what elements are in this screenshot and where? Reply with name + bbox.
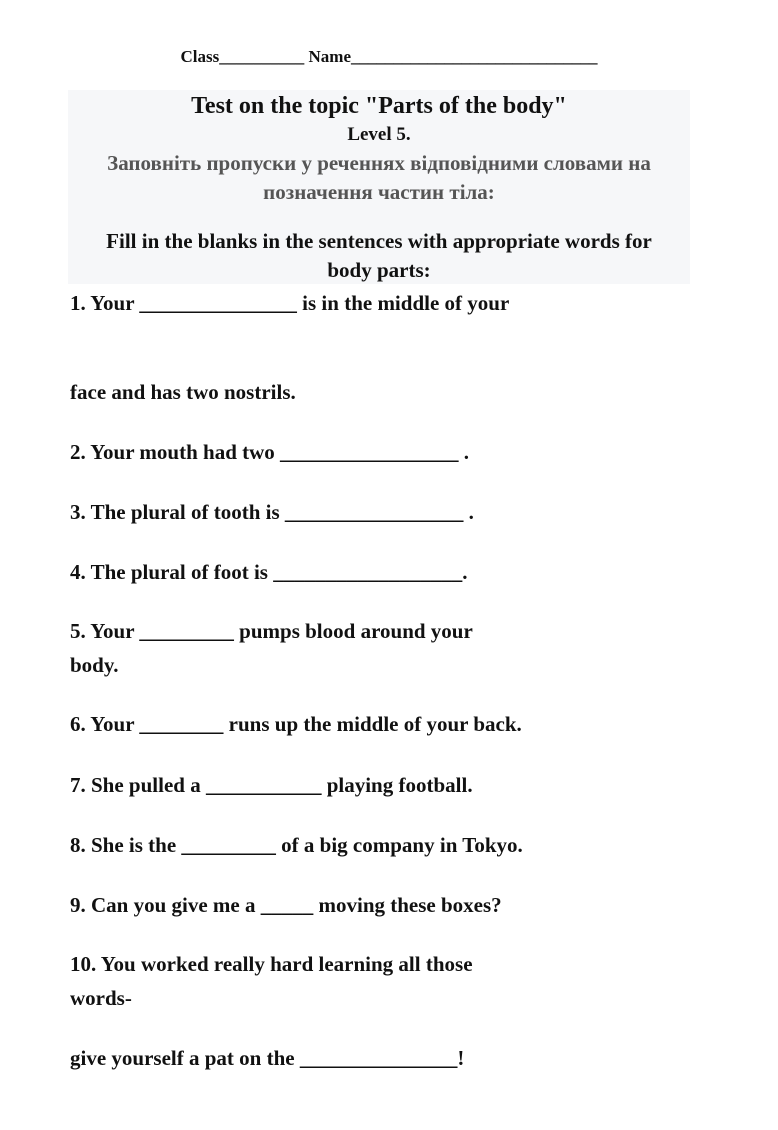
- question-line: 9. Can you give me a _____ moving these boxes?: [70, 893, 502, 917]
- question-line: give yourself a pat on the _______________!: [70, 1046, 465, 1070]
- question-line: body.: [70, 653, 119, 677]
- question-line: words-: [70, 986, 132, 1010]
- ukrainian-instruction-1: Заповніть пропуски у реченнях відповідними словами на: [107, 151, 651, 175]
- question-line: 6. Your ________ runs up the middle of your back.: [70, 712, 522, 736]
- title-box: [68, 90, 690, 284]
- question-line: 10. You worked really hard learning all those: [70, 952, 473, 976]
- question-line: 8. She is the _________ of a big company in Tokyo.: [70, 833, 523, 857]
- question-line: 5. Your _________ pumps blood around your: [70, 619, 473, 643]
- english-instruction-1: Fill in the blanks in the sentences with appropriate words for: [106, 229, 652, 253]
- ukrainian-instruction-2: позначення частин тіла:: [263, 180, 495, 204]
- question-line: 4. The plural of foot is __________________.: [70, 560, 468, 584]
- class-field: Class__________: [180, 47, 305, 66]
- question-line: face and has two nostrils.: [70, 380, 296, 404]
- question-line: 2. Your mouth had two _________________ .: [70, 440, 470, 464]
- class-name-header: [0, 47, 778, 67]
- question-line: 1. Your _______________ is in the middle of your: [70, 291, 510, 315]
- english-instruction-2: body parts:: [327, 258, 431, 282]
- name-field: Name_____________________________: [308, 47, 598, 66]
- question-line: 3. The plural of tooth is _________________ .: [70, 500, 474, 524]
- page-title: Test on the topic "Parts of the body": [191, 93, 567, 119]
- question-line: 7. She pulled a ___________ playing football.: [70, 773, 473, 797]
- level-label: Level 5.: [347, 124, 411, 145]
